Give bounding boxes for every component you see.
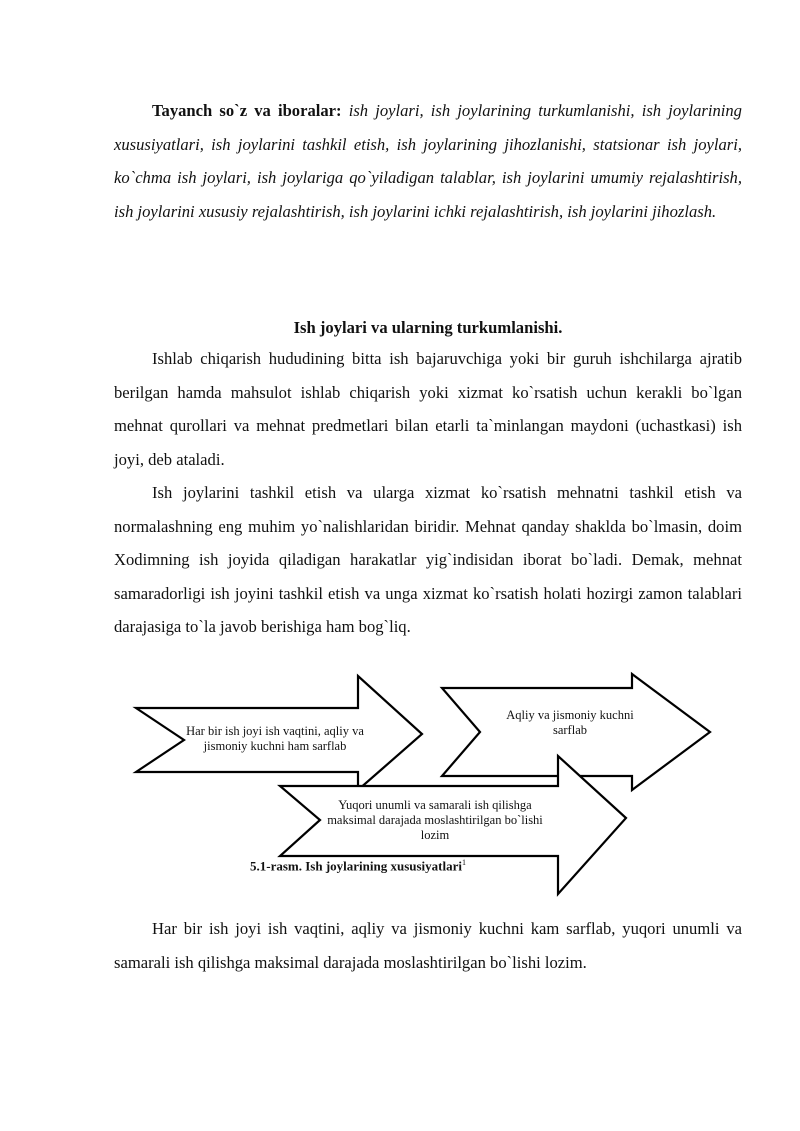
arrow-1-label: Har bir ish joyi ish vaqtini, aqliy va jismoniy kuchni ham sarflab [186, 724, 364, 753]
keywords-label: Tayanch so`z va iboralar: [152, 101, 342, 120]
keywords-text: ish joylari, ish joylarining turkumlanishi, ish joylarining xususiyatlari, ish joylarini tashkil etish, ish joylarining jihozlanishi, statsionar ish joylari, ko`chma ish joylari, ish joylariga qo`yiladigan talablar, ish joylarini umumiy rejalashtirish, ish joylarini xususiy rejalashtirish, ish joylarini ichki rejalashtirish, ish joylarini jihozlash. [114, 101, 742, 221]
section-heading: Ish joylari va ularning turkumlanishi. [293, 318, 563, 337]
paragraph-definition: Ishlab chiqarish hududining bitta ish bajaruvchiga yoki bir guruh ishchilarga ajratib berilgan hamda mahsulot ishlab chiqarish yoki xizmat ko`rsatish uchun kerakli bo`lgan mehnat qurollari va mehnat predmetlari bilan etarli ta`minlangan maydoni (uchastkasi) ish joyi, deb ataladi. [114, 349, 742, 469]
keywords-paragraph [114, 94, 742, 228]
figure-caption [250, 858, 466, 874]
paragraph-organization: Ish joylarini tashkil etish va ularga xizmat ko`rsatish mehnatni tashkil etish va normalashning eng muhim yo`nalishlaridan biridir. Mehnat qanday shaklda bo`lmasin, doim Xodimning ish joyida qiladigan harakatlar yig`indisidan iborat bo`ladi. Demak, mehnat samaradorligi ish joyini tashkil etish va unga xizmat ko`rsatish holati hozirgi zamon talablari darajasiga to`la javob berishiga ham bog`liq. [114, 483, 742, 637]
arrow-2-label: Aqliy va jismoniy kuchni sarflab [506, 708, 634, 737]
closing-paragraph: Har bir ish joyi ish vaqtini, aqliy va jismoniy kuchni kam sarflab, yuqori unumli va samarali ish qilishga maksimal darajada moslashtirilgan bo`lishi lozim. [114, 919, 742, 972]
arrow-3-label: Yuqori unumli va samarali ish qilishga maksimal darajada moslashtirilgan bo`lishi lozim [327, 798, 543, 842]
figure-caption-text: 5.1-rasm. Ish joylarining xususiyatlari [250, 858, 462, 874]
work-place-features-diagram [130, 668, 730, 904]
footnote-mark: 1 [462, 858, 466, 867]
